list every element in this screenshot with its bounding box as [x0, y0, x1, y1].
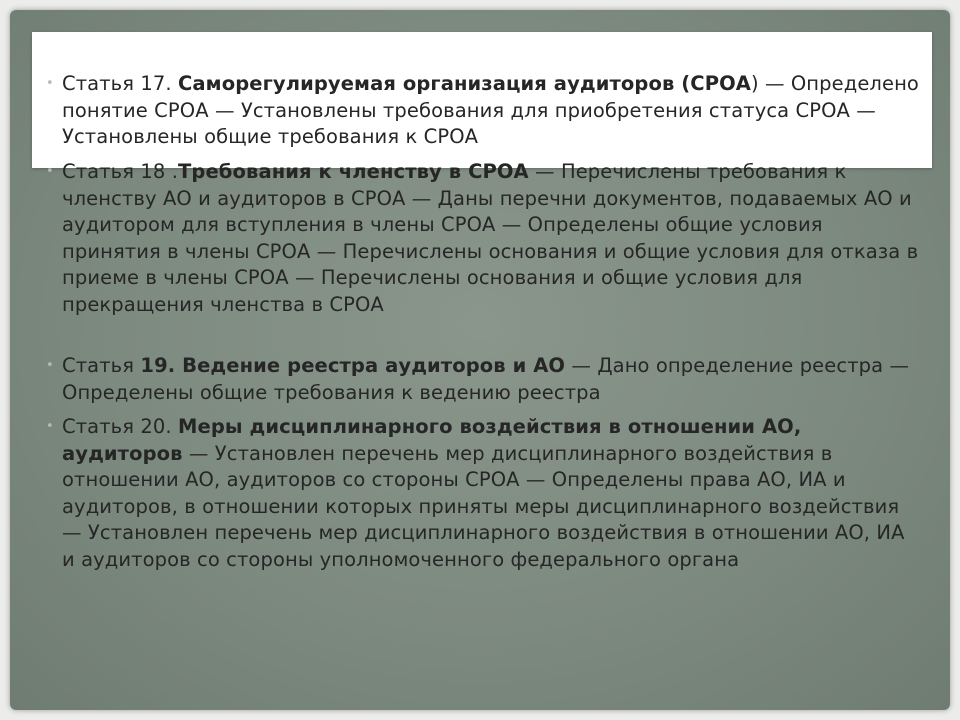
- article-heading: 19. Ведение реестра аудиторов и АО: [140, 354, 566, 377]
- article-label: Статья: [62, 354, 141, 377]
- slide: [10, 10, 950, 710]
- article-heading: Саморегулируемая организация аудиторов (СРОА: [178, 72, 751, 95]
- bullet-article-19: [62, 353, 922, 406]
- article-heading: Меры дисциплинарного воздействия в отношении АО, аудиторов: [62, 415, 802, 465]
- bullet-article-18: [62, 159, 922, 318]
- article-label: Статья 20.: [62, 415, 179, 438]
- article-heading: Требования к членству в СРОА: [178, 160, 529, 183]
- bullet-article-17: [62, 71, 922, 151]
- article-description: — Установлен перечень мер дисциплинарного воздействия в отношении АО, аудиторов со стороны СРОА — Определены права АО, ИА и аудиторов, в отношении которых приняты меры дисциплинарного воздействия — Установлен перечень мер дисциплинарного воздействия в отношении АО, ИА и аудиторов со стороны уполномоченного федерального органа: [62, 441, 905, 571]
- article-description: ) — Определено понятие СРОА — Установлены требования для приобретения статуса СРОА — Установлены общие требования к СРОА: [62, 72, 919, 148]
- bullet-article-20: [62, 414, 922, 573]
- article-label: Статья 18 .: [62, 160, 179, 183]
- article-description: — Перечислены требования к членству АО и аудиторов в СРОА — Даны перечни документов, подаваемых АО и аудитором для вступления в члены СРОА — Определены общие условия принятия в члены СРОА — Перечислены основания и общие условия для отказа в приеме в члены СРОА — Перечислены основания и общие условия для прекращения членства в СРОА: [62, 160, 919, 316]
- article-label: Статья 17.: [62, 72, 179, 95]
- article-description: — Дано определение реестра — Определены общие требования к ведению реестра: [62, 354, 910, 404]
